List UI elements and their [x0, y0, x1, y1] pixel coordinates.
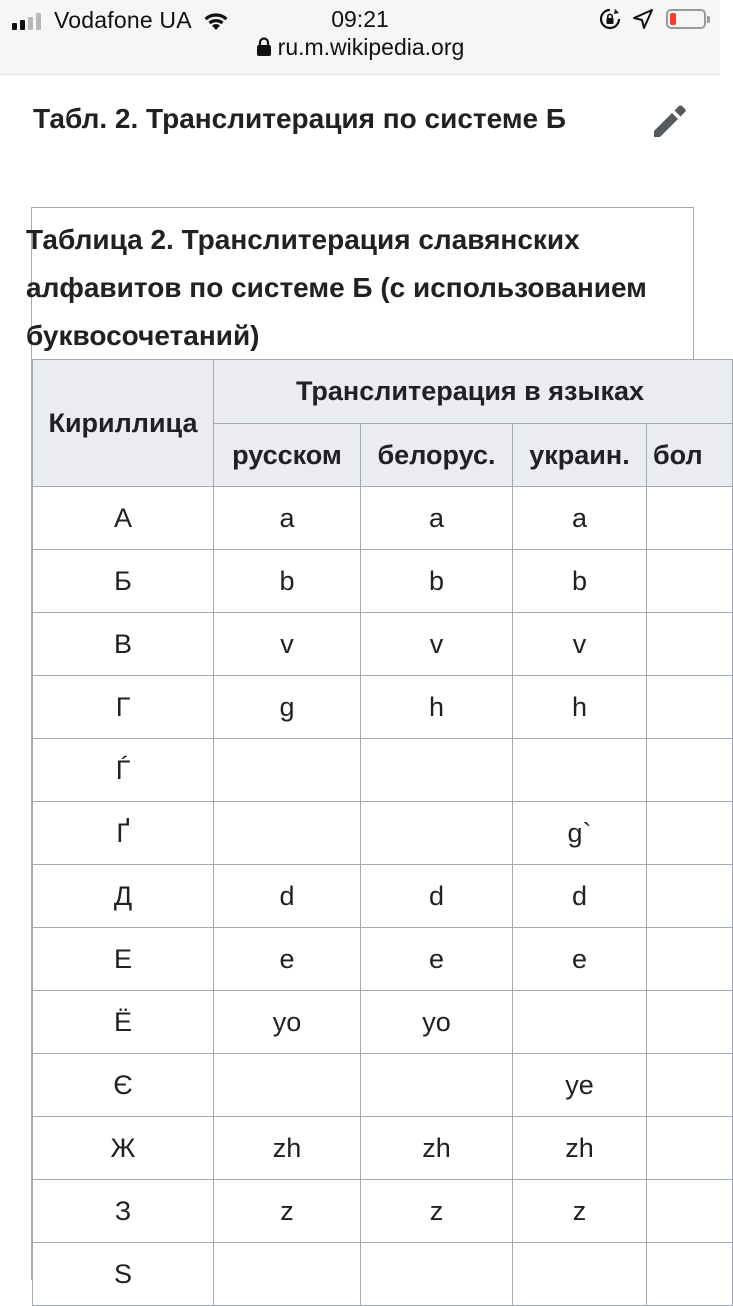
cell-belarusian	[361, 1054, 513, 1117]
cell-russian: yo	[214, 991, 361, 1054]
cell-ukrainian: a	[513, 487, 647, 550]
cell-russian	[214, 1054, 361, 1117]
battery-level	[670, 13, 676, 25]
cell-bulgarian	[647, 1243, 733, 1306]
table-row	[33, 1243, 733, 1306]
table-row	[33, 613, 733, 676]
cell-russian: z	[214, 1180, 361, 1243]
location-icon	[632, 8, 654, 30]
cell-cyrillic: Ё	[33, 991, 214, 1054]
header-transliteration-group	[214, 360, 733, 424]
table-row	[33, 1054, 733, 1117]
cell-bulgarian	[647, 928, 733, 991]
table-row	[33, 1117, 733, 1180]
table-row	[33, 676, 733, 739]
cell-bulgarian	[647, 613, 733, 676]
cell-russian	[214, 739, 361, 802]
cell-ukrainian: e	[513, 928, 647, 991]
table-caption	[26, 207, 694, 360]
cell-belarusian	[361, 802, 513, 865]
section-title: Табл. 2. Транслитерация по системе Б	[33, 103, 567, 134]
battery-icon	[666, 9, 706, 29]
cell-bulgarian	[647, 865, 733, 928]
rotation-lock-icon	[598, 7, 622, 31]
cell-cyrillic: Ѕ	[33, 1243, 214, 1306]
cell-belarusian: zh	[361, 1117, 513, 1180]
pencil-icon[interactable]	[650, 101, 690, 141]
url-text: ru.m.wikipedia.org	[277, 34, 465, 60]
cell-ukrainian	[513, 991, 647, 1054]
transliteration-table-wrapper[interactable]	[26, 207, 703, 1289]
cell-ukrainian: g`	[513, 802, 647, 865]
cell-russian: v	[214, 613, 361, 676]
cell-russian: zh	[214, 1117, 361, 1180]
cell-ukrainian: v	[513, 613, 647, 676]
cell-belarusian: h	[361, 676, 513, 739]
carrier-name: Vodafone UA	[54, 7, 192, 33]
cell-bulgarian	[647, 1054, 733, 1117]
cell-cyrillic: Ґ	[33, 802, 214, 865]
cell-bulgarian	[647, 550, 733, 613]
cell-ukrainian: ye	[513, 1054, 647, 1117]
browser-top-bar	[0, 0, 720, 75]
cell-belarusian: a	[361, 487, 513, 550]
table-caption-text: Таблица 2. Транслитерация славянских алфавитов по системе Б (с использованием буквосочетаний)	[26, 224, 647, 351]
cell-bulgarian	[647, 739, 733, 802]
header-lang-belarusian: белорус.	[361, 424, 513, 487]
cell-bulgarian	[647, 802, 733, 865]
cell-cyrillic: Г	[33, 676, 214, 739]
table-row	[33, 928, 733, 991]
cell-bulgarian	[647, 991, 733, 1054]
table-row	[33, 991, 733, 1054]
cell-ukrainian: b	[513, 550, 647, 613]
cell-cyrillic: В	[33, 613, 214, 676]
cell-russian	[214, 802, 361, 865]
cell-russian: e	[214, 928, 361, 991]
cell-ukrainian: z	[513, 1180, 647, 1243]
cell-cyrillic: Б	[33, 550, 214, 613]
header-group-label: Транслитерация в языках	[295, 376, 645, 406]
cell-bulgarian	[647, 1117, 733, 1180]
cell-cyrillic: З	[33, 1180, 214, 1243]
cell-belarusian	[361, 739, 513, 802]
address-bar[interactable]	[0, 34, 720, 61]
cell-cyrillic: Є	[33, 1054, 214, 1117]
table-row	[33, 1180, 733, 1243]
table-row	[33, 550, 733, 613]
cell-belarusian: b	[361, 550, 513, 613]
cell-belarusian: yo	[361, 991, 513, 1054]
cell-cyrillic: Е	[33, 928, 214, 991]
cell-ukrainian: d	[513, 865, 647, 928]
cell-belarusian: e	[361, 928, 513, 991]
cell-bulgarian	[647, 676, 733, 739]
cell-bulgarian	[647, 487, 733, 550]
header-cyrillic: Кириллица	[33, 360, 214, 487]
clock: 09:21	[331, 6, 389, 32]
table-row	[33, 865, 733, 928]
table-row	[33, 487, 733, 550]
table-body	[33, 487, 733, 1306]
header-lang-russian: русском	[214, 424, 361, 487]
cell-belarusian	[361, 1243, 513, 1306]
cell-bulgarian	[647, 1180, 733, 1243]
cell-russian: d	[214, 865, 361, 928]
table-row	[33, 802, 733, 865]
cell-belarusian: z	[361, 1180, 513, 1243]
cell-cyrillic: Ж	[33, 1117, 214, 1180]
cell-cyrillic: Ѓ	[33, 739, 214, 802]
cell-russian: a	[214, 487, 361, 550]
cell-belarusian: d	[361, 865, 513, 928]
cell-belarusian: v	[361, 613, 513, 676]
status-bar	[0, 0, 720, 38]
cell-ukrainian: h	[513, 676, 647, 739]
header-lang-ukrainian: украин.	[513, 424, 647, 487]
cell-cyrillic: Д	[33, 865, 214, 928]
cell-russian	[214, 1243, 361, 1306]
transliteration-table	[32, 359, 733, 1306]
lock-icon	[256, 37, 272, 57]
cell-cyrillic: А	[33, 487, 214, 550]
cell-ukrainian: zh	[513, 1117, 647, 1180]
table-row	[33, 739, 733, 802]
cell-russian: b	[214, 550, 361, 613]
cell-ukrainian	[513, 739, 647, 802]
status-right	[598, 7, 706, 31]
cell-russian: g	[214, 676, 361, 739]
header-lang-bulgarian: бол	[647, 424, 733, 487]
cell-ukrainian	[513, 1243, 647, 1306]
